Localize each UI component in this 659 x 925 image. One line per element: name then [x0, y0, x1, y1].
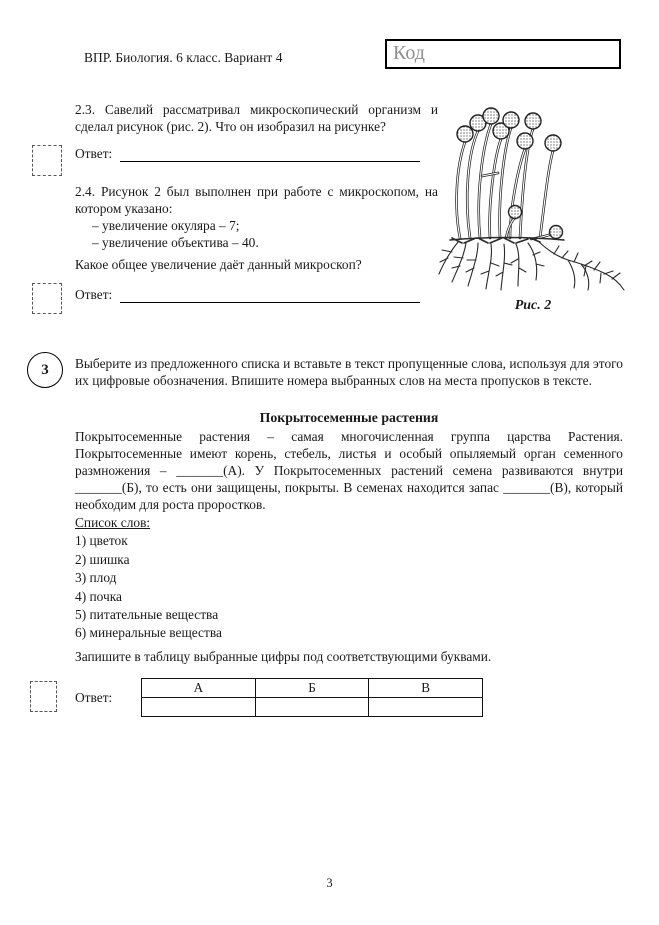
- rhizoids: [439, 238, 624, 291]
- answer-blank-line[interactable]: [120, 146, 420, 162]
- mold-stalks: [457, 124, 553, 239]
- document-title: ВПР. Биология. 6 класс. Вариант 4: [84, 50, 283, 65]
- answer-cell-v[interactable]: [369, 698, 483, 717]
- question-3-passage: Покрытосеменные растения – самая многочисленная группа царства Растения. Покрытосеменные имеют корень, стебель, листья и особый опыляемый орган семенного размножения – _______(А). У Покрытосеменных растений семена развиваются внутри _______(Б), то есть они защищены, покрыты. В семенах находится запас _______(В), который необходим для роста проростков.: [75, 429, 623, 512]
- word-list-item: 5) питательные вещества: [75, 607, 219, 623]
- answer-table-header: А: [142, 679, 256, 698]
- question-2-4-question: Какое общее увеличение даёт данный микроскоп?: [75, 257, 362, 272]
- answer-table-input-row: [142, 698, 483, 717]
- answer-table-header: В: [369, 679, 483, 698]
- question-2-3-text: 2.3. Савелий рассматривал микроскопический организм и сделал рисунок (рис. 2). Что он изобразил на рисунке?: [75, 102, 438, 134]
- answer-table-header-row: [142, 679, 483, 698]
- answer-table-header: Б: [255, 679, 369, 698]
- answer-blank-line[interactable]: [120, 287, 420, 303]
- answer-cell-a[interactable]: [142, 698, 256, 717]
- word-list-item: 1) цветок: [75, 533, 128, 549]
- answer-cell-b[interactable]: [255, 698, 369, 717]
- answer-label: Ответ:: [75, 146, 113, 161]
- code-field-label: Код: [393, 42, 425, 64]
- question-2-4-stem: 2.4. Рисунок 2 был выполнен при работе с микроскопом, на котором указано:: [75, 184, 438, 216]
- code-field[interactable]: [385, 39, 621, 69]
- answer-label: Ответ:: [75, 690, 113, 705]
- question-3-number: 3: [27, 352, 63, 388]
- question-2-4-item: – увеличение объектива – 40.: [92, 235, 259, 250]
- figure-caption: Рис. 2: [514, 298, 552, 313]
- question-2-4-text: [75, 183, 438, 251]
- word-list-label: Список слов:: [75, 515, 151, 530]
- word-list: [75, 514, 475, 643]
- answer-row-2-4: [75, 287, 420, 303]
- question-3-passage-title: Покрытосеменные растения: [259, 410, 439, 425]
- score-box-2-4: [32, 283, 62, 314]
- figure-2: [436, 96, 630, 314]
- score-box-3: [30, 681, 57, 712]
- answer-label: Ответ:: [75, 287, 113, 302]
- mold-illustration: [436, 96, 630, 292]
- question-3-intro: Выберите из предложенного списка и вставьте в текст пропущенные слова, используя для этого их цифровые обозначения. Впишите номера выбранных слов на места пропусков в тексте.: [75, 356, 623, 388]
- word-list-item: 6) минеральные вещества: [75, 625, 222, 641]
- page-number: 3: [326, 876, 333, 890]
- question-3-instruction: Запишите в таблицу выбранные цифры под соответствующими буквами.: [75, 649, 492, 664]
- score-box-2-3: [32, 145, 62, 176]
- word-list-item: 2) шишка: [75, 551, 130, 567]
- answer-row-2-3: [75, 146, 420, 162]
- word-list-item: 4) почка: [75, 588, 122, 604]
- answer-table: [141, 678, 483, 717]
- word-list-item: 3) плод: [75, 570, 117, 586]
- question-2-4-item: – увеличение окуляра – 7;: [92, 218, 240, 233]
